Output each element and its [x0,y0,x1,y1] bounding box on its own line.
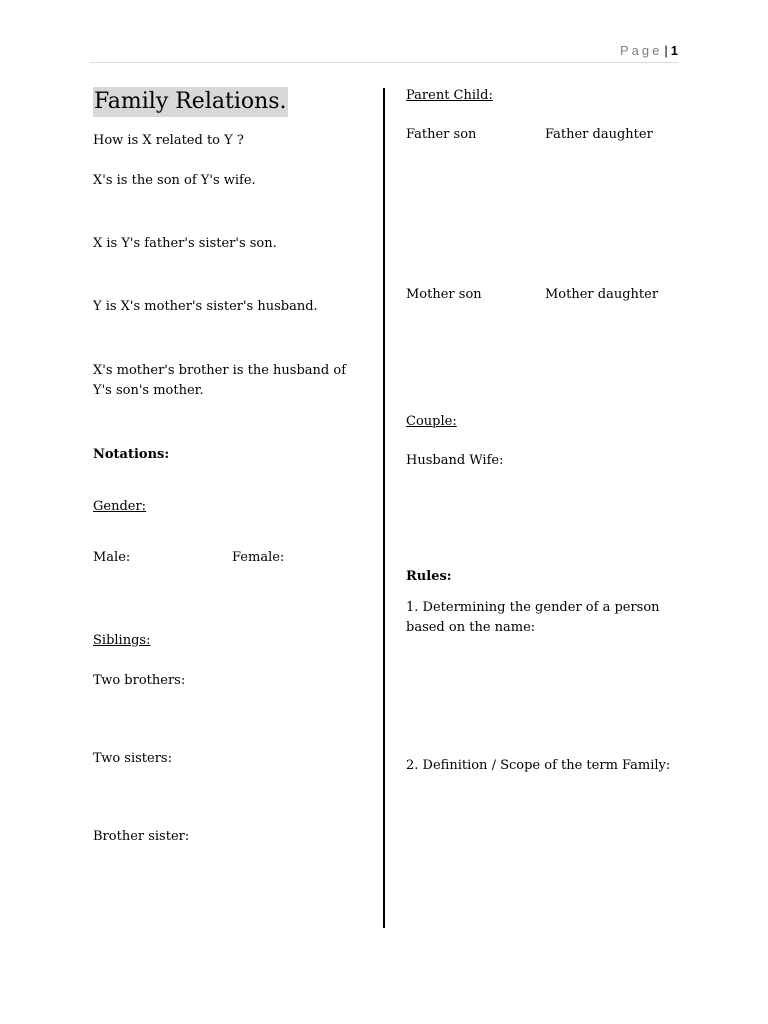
page-number: 1 [670,43,678,58]
rules-heading: Rules: [406,569,452,584]
notations-heading: Notations: [93,447,170,462]
father-son-label: Father son [406,127,477,142]
rule-1: 1. Determining the gender of a person based on the name: [406,600,660,635]
brother-sister-label: Brother sister: [93,829,190,844]
page-separator: | [664,43,668,58]
statement-1: X's is the son of Y's wife. [93,173,256,188]
page-word: Page [620,43,663,58]
husband-wife-label: Husband Wife: [406,453,504,468]
question-text: How is X related to Y ? [93,133,244,148]
couple-heading: Couple: [406,414,457,429]
parent-child-heading: Parent Child: [406,88,493,103]
page-number-label [620,43,678,58]
father-daughter-label: Father daughter [545,127,653,142]
statement-3: Y is X's mother's sister's husband. [93,299,318,314]
two-brothers-label: Two brothers: [93,673,186,688]
gender-heading: Gender: [93,499,147,514]
two-sisters-label: Two sisters: [93,751,172,766]
document-title: Family Relations. [93,87,288,117]
rule-2: 2. Definition / Scope of the term Family: [406,758,671,773]
siblings-heading: Siblings: [93,633,151,648]
page-header [90,42,678,63]
statement-2: X is Y's father's sister's son. [93,236,277,251]
statement-4: X's mother's brother is the husband of Y's son's mother. [93,363,347,398]
mother-son-label: Mother son [406,287,482,302]
female-label: Female: [232,550,285,565]
male-label: Male: [93,550,131,565]
column-divider [383,88,385,928]
mother-daughter-label: Mother daughter [545,287,659,302]
